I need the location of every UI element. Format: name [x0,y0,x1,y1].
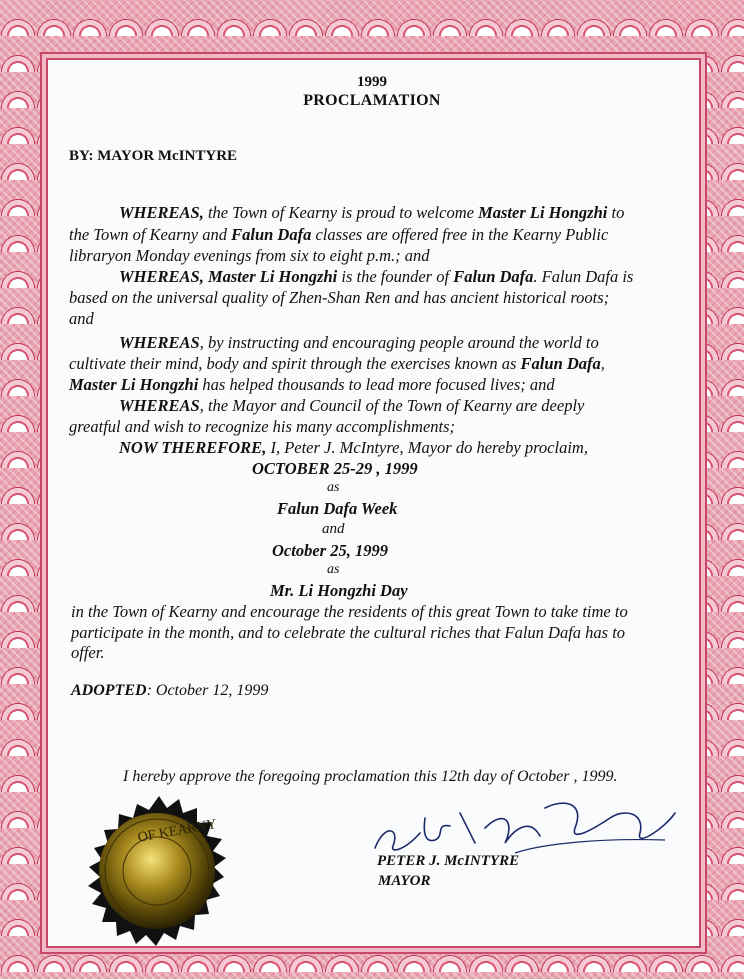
para3-line3: Master Li Hongzhi has helped thousands to lead more focused lives; and [69,375,555,394]
signer-name: PETER J. McINTYRE [377,853,520,869]
para2-line3: and [69,309,94,328]
proclaimed-dates: OCTOBER 25-29 , 1999 [252,459,418,478]
seal-text: OF KEARNY [136,817,218,846]
closing-line2: participate in the month, and to celebrate the cultural riches that Falun Dafa has to [71,623,626,642]
para4-line1: WHEREAS, the Mayor and Council of the Town of Kearny are deeply [119,396,585,415]
approval-line: I hereby approve the foregoing proclamation this 12th day of October , 1999. [123,768,618,785]
para4-line2: greatful and wish to recognize his many accomplishments; [69,417,456,436]
para1-line2: the Town of Kearny and Falun Dafa classes are offered free in the Kearny Public [69,225,609,244]
signer-title: MAYOR [378,873,431,889]
as-word-2: as [327,562,340,577]
adopted-line: ADOPTED: October 12, 1999 [71,682,269,699]
para2-line1: WHEREAS, Master Li Hongzhi is the founder of Falun Dafa. Falun Dafa is [119,267,634,286]
para2-line2: based on the universal quality of Zhen-Shan Ren and has ancient historical roots; [69,288,610,307]
proclamation-title: PROCLAMATION [303,92,441,109]
falun-dafa-week: Falun Dafa Week [277,499,398,518]
proclaimed-date-2: October 25, 1999 [272,541,388,560]
as-word-1: as [327,480,340,495]
proclaim-line: NOW THEREFORE, I, Peter J. McIntyre, Mayor do hereby proclaim, [119,438,588,457]
para3-line2: cultivate their mind, body and spirit through the exercises known as Falun Dafa, [69,354,605,373]
para3-line1: WHEREAS, by instructing and encouraging people around the world to [119,333,599,352]
li-hongzhi-day: Mr. Li Hongzhi Day [270,581,408,600]
proclamation-year: 1999 [357,74,387,90]
closing-line1: in the Town of Kearny and encourage the residents of this great Town to take time to [71,602,628,621]
para1-line3: libraryon Monday evenings from six to eight p.m.; and [69,246,430,265]
byline: BY: MAYOR McINTYRE [69,148,238,164]
closing-line3: offer. [71,643,105,662]
and-word: and [322,521,345,537]
para1-line1: WHEREAS, the Town of Kearny is proud to welcome Master Li Hongzhi to [119,203,625,222]
gold-seal [74,794,244,964]
